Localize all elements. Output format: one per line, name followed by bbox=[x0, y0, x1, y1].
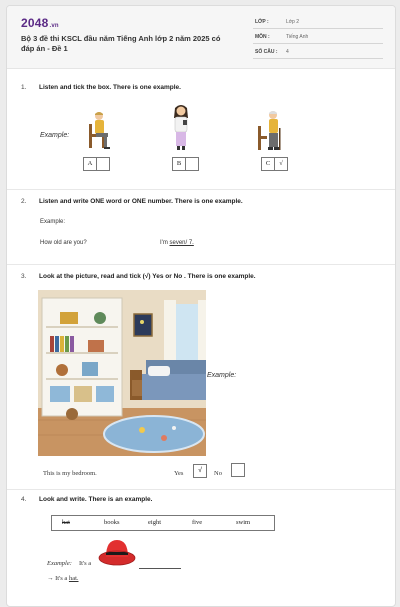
meta-count-label: SỐ CÂU : bbox=[255, 49, 278, 55]
section-divider bbox=[7, 189, 395, 190]
word-bank-item: five bbox=[192, 519, 203, 526]
question-4-text: Look and write. There is an example. bbox=[39, 496, 153, 503]
question-3-number: 3. bbox=[21, 273, 27, 280]
q3-no-box[interactable] bbox=[231, 463, 245, 477]
q2-question: How old are you? bbox=[40, 240, 87, 246]
section-divider bbox=[7, 264, 395, 265]
q1-example-label: Example: bbox=[40, 132, 70, 139]
q2-answer bbox=[160, 240, 194, 246]
document-title: Bộ 3 đề thi KSCL đầu năm Tiếng Anh lớp 2 năm 2025 có đáp án - Đề 1 bbox=[21, 34, 221, 53]
question-1-number: 1. bbox=[21, 84, 27, 91]
tick-box-a-letter: A bbox=[84, 158, 97, 170]
logo-text: 2048 bbox=[21, 16, 49, 30]
red-hat-image bbox=[97, 536, 137, 568]
woman-standing-image bbox=[169, 104, 193, 152]
q2-answer-value: seven/ 7. bbox=[169, 240, 194, 246]
tick-box-c-mark: √ bbox=[279, 160, 283, 167]
question-3-text: Look at the picture, read and tick (√) Yes or No . There is one example. bbox=[39, 273, 256, 280]
q3-no-label: No bbox=[214, 470, 222, 477]
worksheet bbox=[6, 5, 396, 607]
section-divider bbox=[7, 489, 395, 490]
meta-class-row bbox=[253, 16, 383, 29]
bedroom-image bbox=[38, 290, 206, 456]
meta-subject-value: Tiếng Anh bbox=[286, 34, 309, 40]
meta-count-value: 4 bbox=[286, 49, 289, 55]
tick-box-b-letter: B bbox=[173, 158, 186, 170]
old-man-image bbox=[257, 108, 285, 152]
header bbox=[7, 6, 395, 69]
q3-statement: This is my bedroom. bbox=[43, 470, 97, 477]
tick-box-b[interactable] bbox=[172, 157, 199, 171]
word-bank-item: hat bbox=[62, 519, 70, 526]
question-2-number: 2. bbox=[21, 198, 27, 205]
tick-box-a-mark bbox=[97, 158, 109, 170]
tick-box-b-mark bbox=[186, 158, 198, 170]
site-logo[interactable] bbox=[21, 16, 59, 30]
q4-example-text: It's a bbox=[79, 560, 92, 567]
q4-answer bbox=[47, 575, 79, 582]
logo-tld: .vn bbox=[49, 23, 59, 29]
word-bank-item: books bbox=[104, 519, 120, 526]
meta-class-label: LỚP : bbox=[255, 19, 269, 25]
q2-answer-prefix: I'm bbox=[160, 240, 170, 246]
tick-box-a[interactable] bbox=[83, 157, 110, 171]
question-1-text: Listen and tick the box. There is one example. bbox=[39, 84, 181, 91]
word-bank bbox=[51, 515, 275, 531]
q3-yes-box[interactable]: √ bbox=[193, 464, 207, 478]
man-sitting-image bbox=[87, 110, 115, 150]
q4-answer-prefix: → It's a bbox=[47, 575, 69, 582]
meta-class-value: Lớp 2 bbox=[286, 19, 300, 25]
meta-subject-row bbox=[253, 31, 383, 44]
answer-blank[interactable] bbox=[139, 568, 181, 569]
q3-yes-label: Yes bbox=[174, 470, 184, 477]
tick-box-c-letter: C bbox=[262, 158, 275, 170]
q2-example-label: Example: bbox=[40, 219, 66, 225]
q4-example-label: Example: bbox=[47, 560, 72, 567]
meta-count-row bbox=[253, 46, 383, 59]
question-4-number: 4. bbox=[21, 496, 27, 503]
question-2-text: Listen and write ONE word or ONE number. There is one example. bbox=[39, 198, 243, 205]
meta-subject-label: MÔN : bbox=[255, 34, 270, 40]
word-bank-item: swim bbox=[236, 519, 251, 526]
q4-answer-value: hat. bbox=[68, 575, 79, 582]
q3-example-label: Example: bbox=[207, 372, 237, 379]
word-bank-item: eight bbox=[148, 519, 161, 526]
tick-box-c[interactable] bbox=[261, 157, 288, 171]
